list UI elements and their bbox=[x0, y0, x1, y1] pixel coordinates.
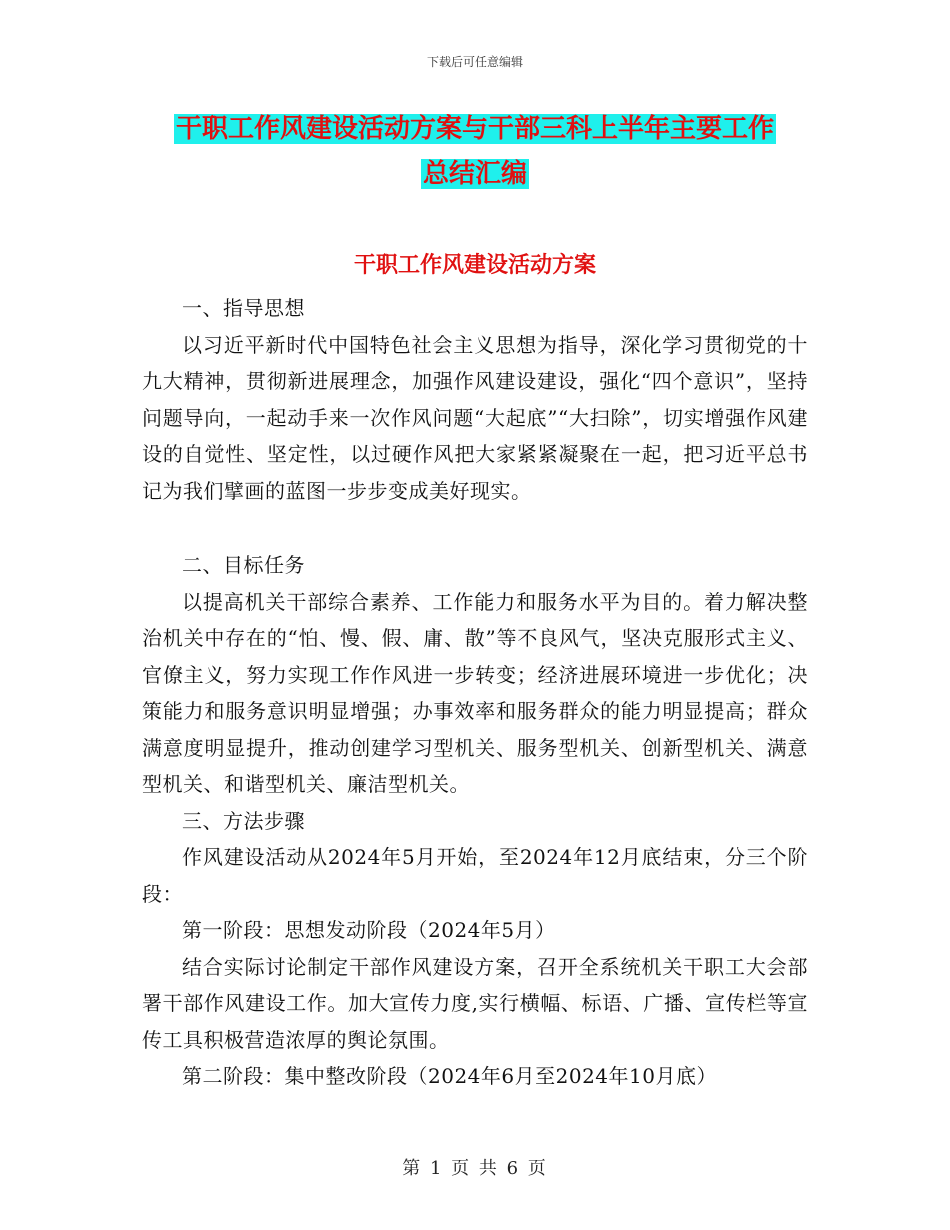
heading-guiding-ideology: 一、指导思想 bbox=[182, 296, 305, 320]
heading-phase-2: 第二阶段：集中整改阶段（2024年6月至2024年10月底） bbox=[182, 1064, 717, 1088]
heading-phase-1: 第一阶段：思想发动阶段（2024年5月） bbox=[182, 918, 556, 942]
paragraph-methods: 作风建设活动从2024年5月开始，至2024年12月底结束，分三个阶段： bbox=[142, 845, 808, 906]
heading-objectives: 二、目标任务 bbox=[182, 553, 305, 577]
paragraph-objectives: 以提高机关干部综合素养、工作能力和服务水平为目的。着力解决整治机关中存在的“怕、慢、假、庸、散”等不良风气，坚决克服形式主义、官僚主义，努力实现工作作风进一步转变；经济进展环境进一步优化；决策能力和服务意识明显增强；办事效率和服务群众的能力明显提高；群众满意度明显提升，推动创建学习型机关、服务型机关、创新型机关、满意型机关、和谐型机关、廉洁型机关。 bbox=[142, 589, 808, 796]
document-title-line-2: 总结汇编 bbox=[422, 159, 527, 189]
paragraph-guiding-ideology: 以习近平新时代中国特色社会主义思想为指导，深化学习贯彻党的十九大精神，贯彻新进展理念，加强作风建设建设，强化“四个意识”，坚持问题导向，一起动手来一次作风问题“大起底”“大扫除”，切实增强作风建设的自觉性、坚定性，以过硬作风把大家紧紧凝聚在一起，把习近平总书记为我们擘画的蓝图一步步变成美好现实。 bbox=[142, 332, 808, 503]
document-body bbox=[142, 290, 808, 1095]
page-footer: 第 1 页 共 6 页 bbox=[402, 1158, 548, 1179]
paragraph-phase-1: 结合实际讨论制定干部作风建设方案，召开全系统机关干职工大会部署干部作风建设工作。加大宣传力度,实行横幅、标语、广播、宣传栏等宣传工具积极营造浓厚的舆论氛围。 bbox=[142, 954, 808, 1052]
heading-methods: 三、方法步骤 bbox=[182, 808, 305, 833]
document-title-line-1: 干职工作风建设活动方案与干部三科上半年主要工作 bbox=[175, 114, 774, 144]
page-header: 下载后可任意编辑 bbox=[426, 55, 523, 69]
section-title: 干职工作风建设活动方案 bbox=[353, 253, 596, 278]
